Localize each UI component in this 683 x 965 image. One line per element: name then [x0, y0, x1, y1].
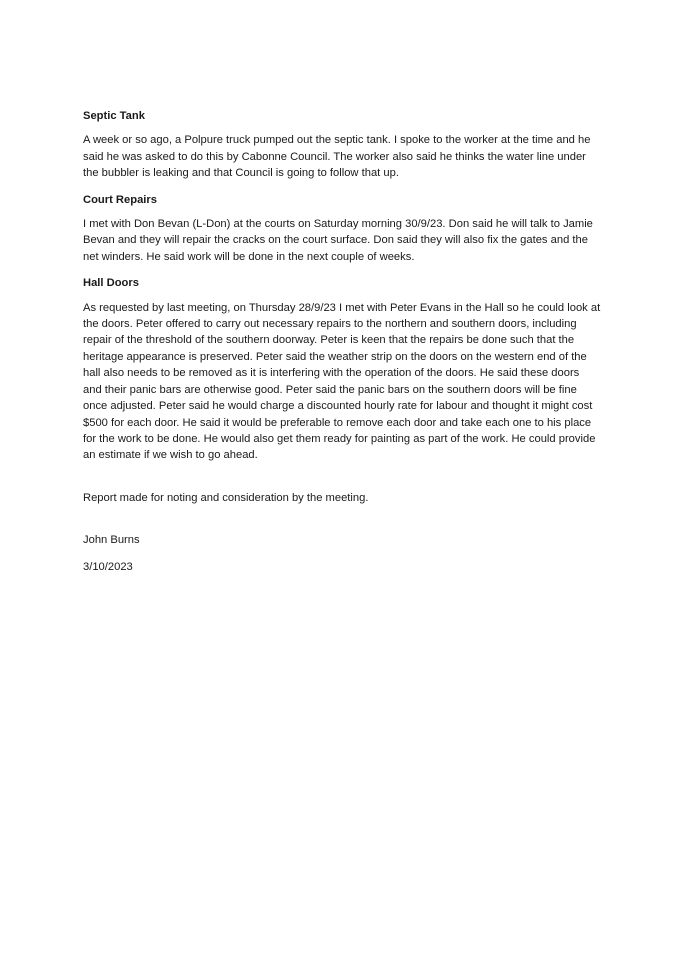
section-body-hall-doors: As requested by last meeting, on Thursday 28/9/23 I met with Peter Evans in the Hall so he could look at the doors. Peter offered to carry out necessary repairs to the northern and southern doors, including repair of the threshold of the southern doorway. Peter is keen that the repairs be done such that the heritage appearance is preserved. Peter said the weather strip on the doors on the western end of the hall also needs to be removed as it is interfering with the operation of the doors. He said these doors and their panic bars are otherwise good. Peter said the panic bars on the southern doors will be fine once adjusted. Peter said he would charge a discounted hourly rate for labour and thought it might cost $500 for each door. He said it would be preferable to remove each door and take each one to his place for the work to be done. He would also get them ready for painting as part of the work. He could provide an estimate if we wish to go ahead. [83, 301, 601, 462]
section-heading-hall-doors: Hall Doors [83, 277, 139, 290]
report-date: 3/10/2023 [83, 560, 133, 573]
author-name: John Burns [83, 534, 140, 547]
section-heading-court-repairs: Court Repairs [83, 193, 157, 206]
section-body-septic-tank: A week or so ago, a Polpure truck pumped out the septic tank. I spoke to the worker at the time and he said he was asked to do this by Cabonne Council. The worker also said he thinks the water line under the bubbler is leaking and that Council is going to follow that up. [83, 134, 591, 180]
section-body-court-repairs: I met with Don Bevan (L-Don) at the courts on Saturday morning 30/9/23. Don said he will talk to Jamie Bevan and they will repair the cracks on the court surface. Don said they will also fix the gates and the net winders. He said work will be done in the next couple of weeks. [83, 218, 593, 263]
spacer [83, 474, 601, 490]
document-body [83, 108, 601, 585]
section-heading-septic-tank: Septic Tank [83, 110, 145, 122]
spacer [83, 516, 601, 532]
closing-statement: Report made for noting and consideration by the meeting. [83, 491, 369, 504]
